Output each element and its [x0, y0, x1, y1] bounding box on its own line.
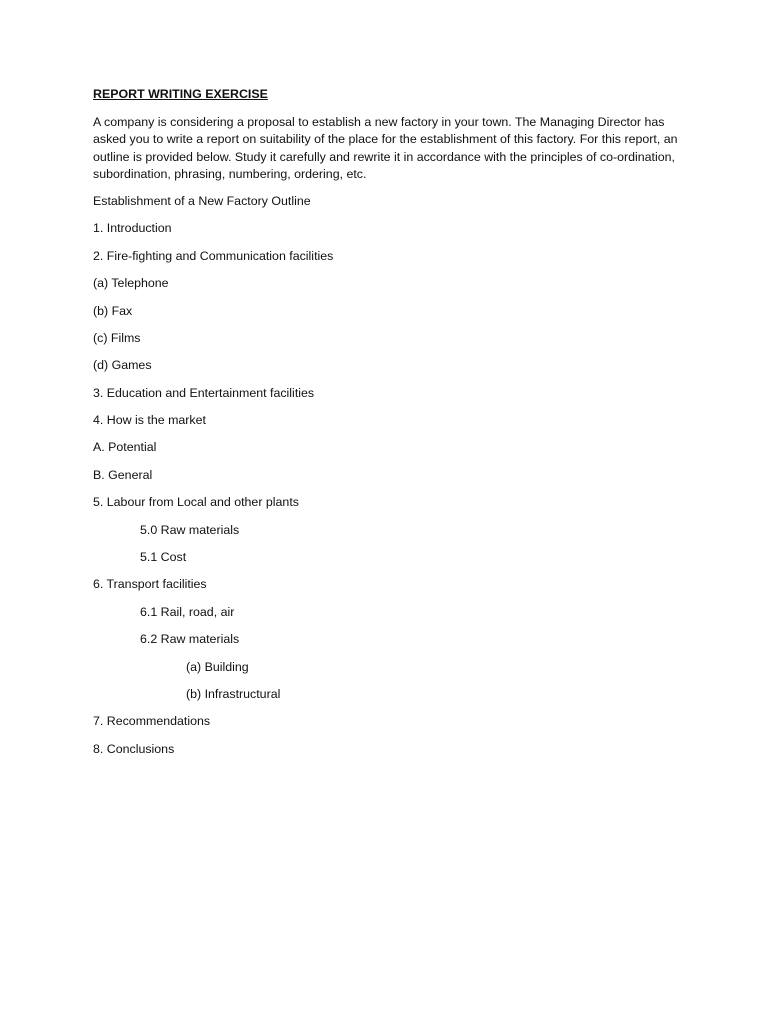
outline-subsubitem: (a) Building [186, 659, 249, 674]
outline-item: 4. How is the market [93, 413, 206, 428]
outline-item: 2. Fire-fighting and Communication facilities [93, 248, 334, 263]
outline-subitem: 5.1 Cost [140, 550, 187, 565]
outline-heading: Establishment of a New Factory Outline [93, 193, 311, 208]
outline-item: 5. Labour from Local and other plants [93, 495, 299, 510]
outline-item: 7. Recommendations [93, 714, 211, 729]
outline-item: (a) Telephone [93, 276, 169, 291]
outline-subsubitem: (b) Infrastructural [186, 687, 281, 701]
outline-item: (b) Fax [93, 303, 133, 318]
outline-subitem: 6.2 Raw materials [140, 632, 240, 647]
document-page [93, 86, 683, 768]
outline-subitem: 6.1 Rail, road, air [140, 604, 235, 619]
outline-item: A. Potential [93, 440, 157, 455]
document-title: REPORT WRITING EXERCISE [93, 87, 268, 101]
outline-item: 3. Education and Entertainment facilities [93, 385, 315, 400]
outline-item: B. General [93, 467, 153, 482]
outline-item: (c) Films [93, 330, 141, 345]
outline-item: (d) Games [93, 358, 152, 373]
intro-paragraph: A company is considering a proposal to establish a new factory in your town. The Managing Director has asked you to write a report on suitability of the place for the establishment of this factory. For this report, an outline is provided below. Study it carefully and rewrite it in accordance with the principles of co-ordination, subordination, phrasing, numbering, ordering, etc. [93, 114, 678, 182]
outline-subitem: 5.0 Raw materials [140, 522, 240, 537]
outline-item: 6. Transport facilities [93, 577, 207, 592]
outline-item: 1. Introduction [93, 221, 172, 236]
outline-item: 8. Conclusions [93, 741, 175, 756]
